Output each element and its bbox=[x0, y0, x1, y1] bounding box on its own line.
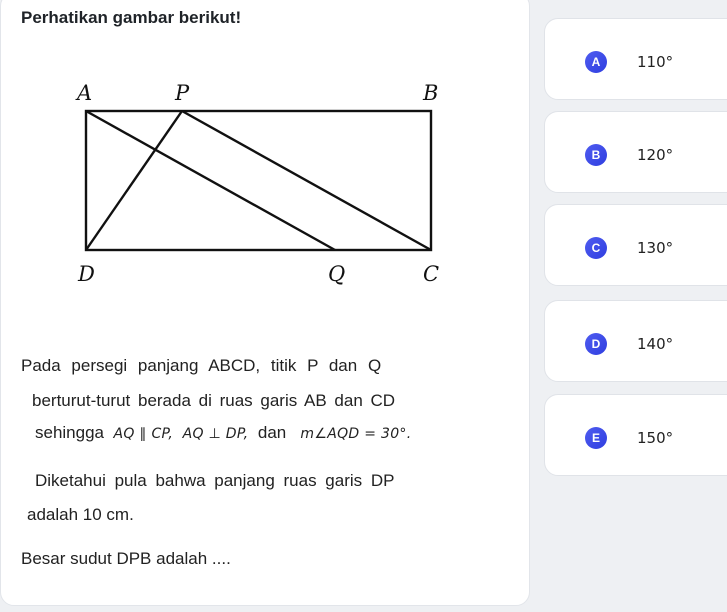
label-c: C bbox=[423, 262, 440, 286]
option-d-text: 140° bbox=[637, 335, 674, 353]
option-a-badge: A bbox=[585, 51, 607, 73]
angle-aqd: m∠AQD = 30°. bbox=[300, 426, 412, 442]
line3-prefix: sehingga bbox=[35, 423, 105, 442]
label-b: B bbox=[423, 81, 439, 105]
perpendicular-relation: AQ ⊥ DP, bbox=[182, 426, 249, 442]
option-c-text: 130° bbox=[637, 239, 674, 257]
option-b[interactable] bbox=[544, 111, 727, 193]
option-c-badge: C bbox=[585, 237, 607, 259]
question-header: Perhatikan gambar berikut! bbox=[21, 8, 242, 27]
option-d-badge: D bbox=[585, 333, 607, 355]
label-a: A bbox=[77, 81, 93, 105]
option-b-badge: B bbox=[585, 144, 607, 166]
segment-cp bbox=[182, 111, 431, 250]
option-c[interactable] bbox=[544, 204, 727, 286]
parallel-relation: AQ ∥ CP, bbox=[113, 426, 174, 442]
option-e-badge: E bbox=[585, 427, 607, 449]
option-e[interactable] bbox=[544, 394, 727, 476]
option-a[interactable] bbox=[544, 18, 727, 100]
question-line-6: Besar sudut DPB adalah .... bbox=[21, 549, 231, 568]
line3-and: dan bbox=[257, 423, 287, 442]
rectangle-abcd bbox=[86, 111, 431, 250]
answer-options bbox=[544, 0, 727, 612]
segment-dp bbox=[86, 111, 182, 250]
question-line-2: berturut-turut berada di ruas garis AB dan CD bbox=[32, 391, 396, 410]
question-line-1: Pada persegi panjang ABCD, titik P dan Q bbox=[21, 356, 382, 375]
option-a-text: 110° bbox=[637, 53, 674, 71]
question-line-3 bbox=[35, 423, 411, 443]
label-p: P bbox=[175, 81, 190, 105]
option-d[interactable] bbox=[544, 300, 727, 382]
segment-aq bbox=[86, 111, 335, 250]
label-q: Q bbox=[328, 262, 346, 286]
option-b-text: 120° bbox=[637, 146, 674, 164]
question-line-4: Diketahui pula bahwa panjang ruas garis DP bbox=[35, 471, 395, 490]
label-d: D bbox=[78, 262, 95, 286]
question-line-5: adalah 10 cm. bbox=[27, 505, 134, 524]
geometry-figure bbox=[67, 77, 447, 292]
option-e-text: 150° bbox=[637, 429, 674, 447]
